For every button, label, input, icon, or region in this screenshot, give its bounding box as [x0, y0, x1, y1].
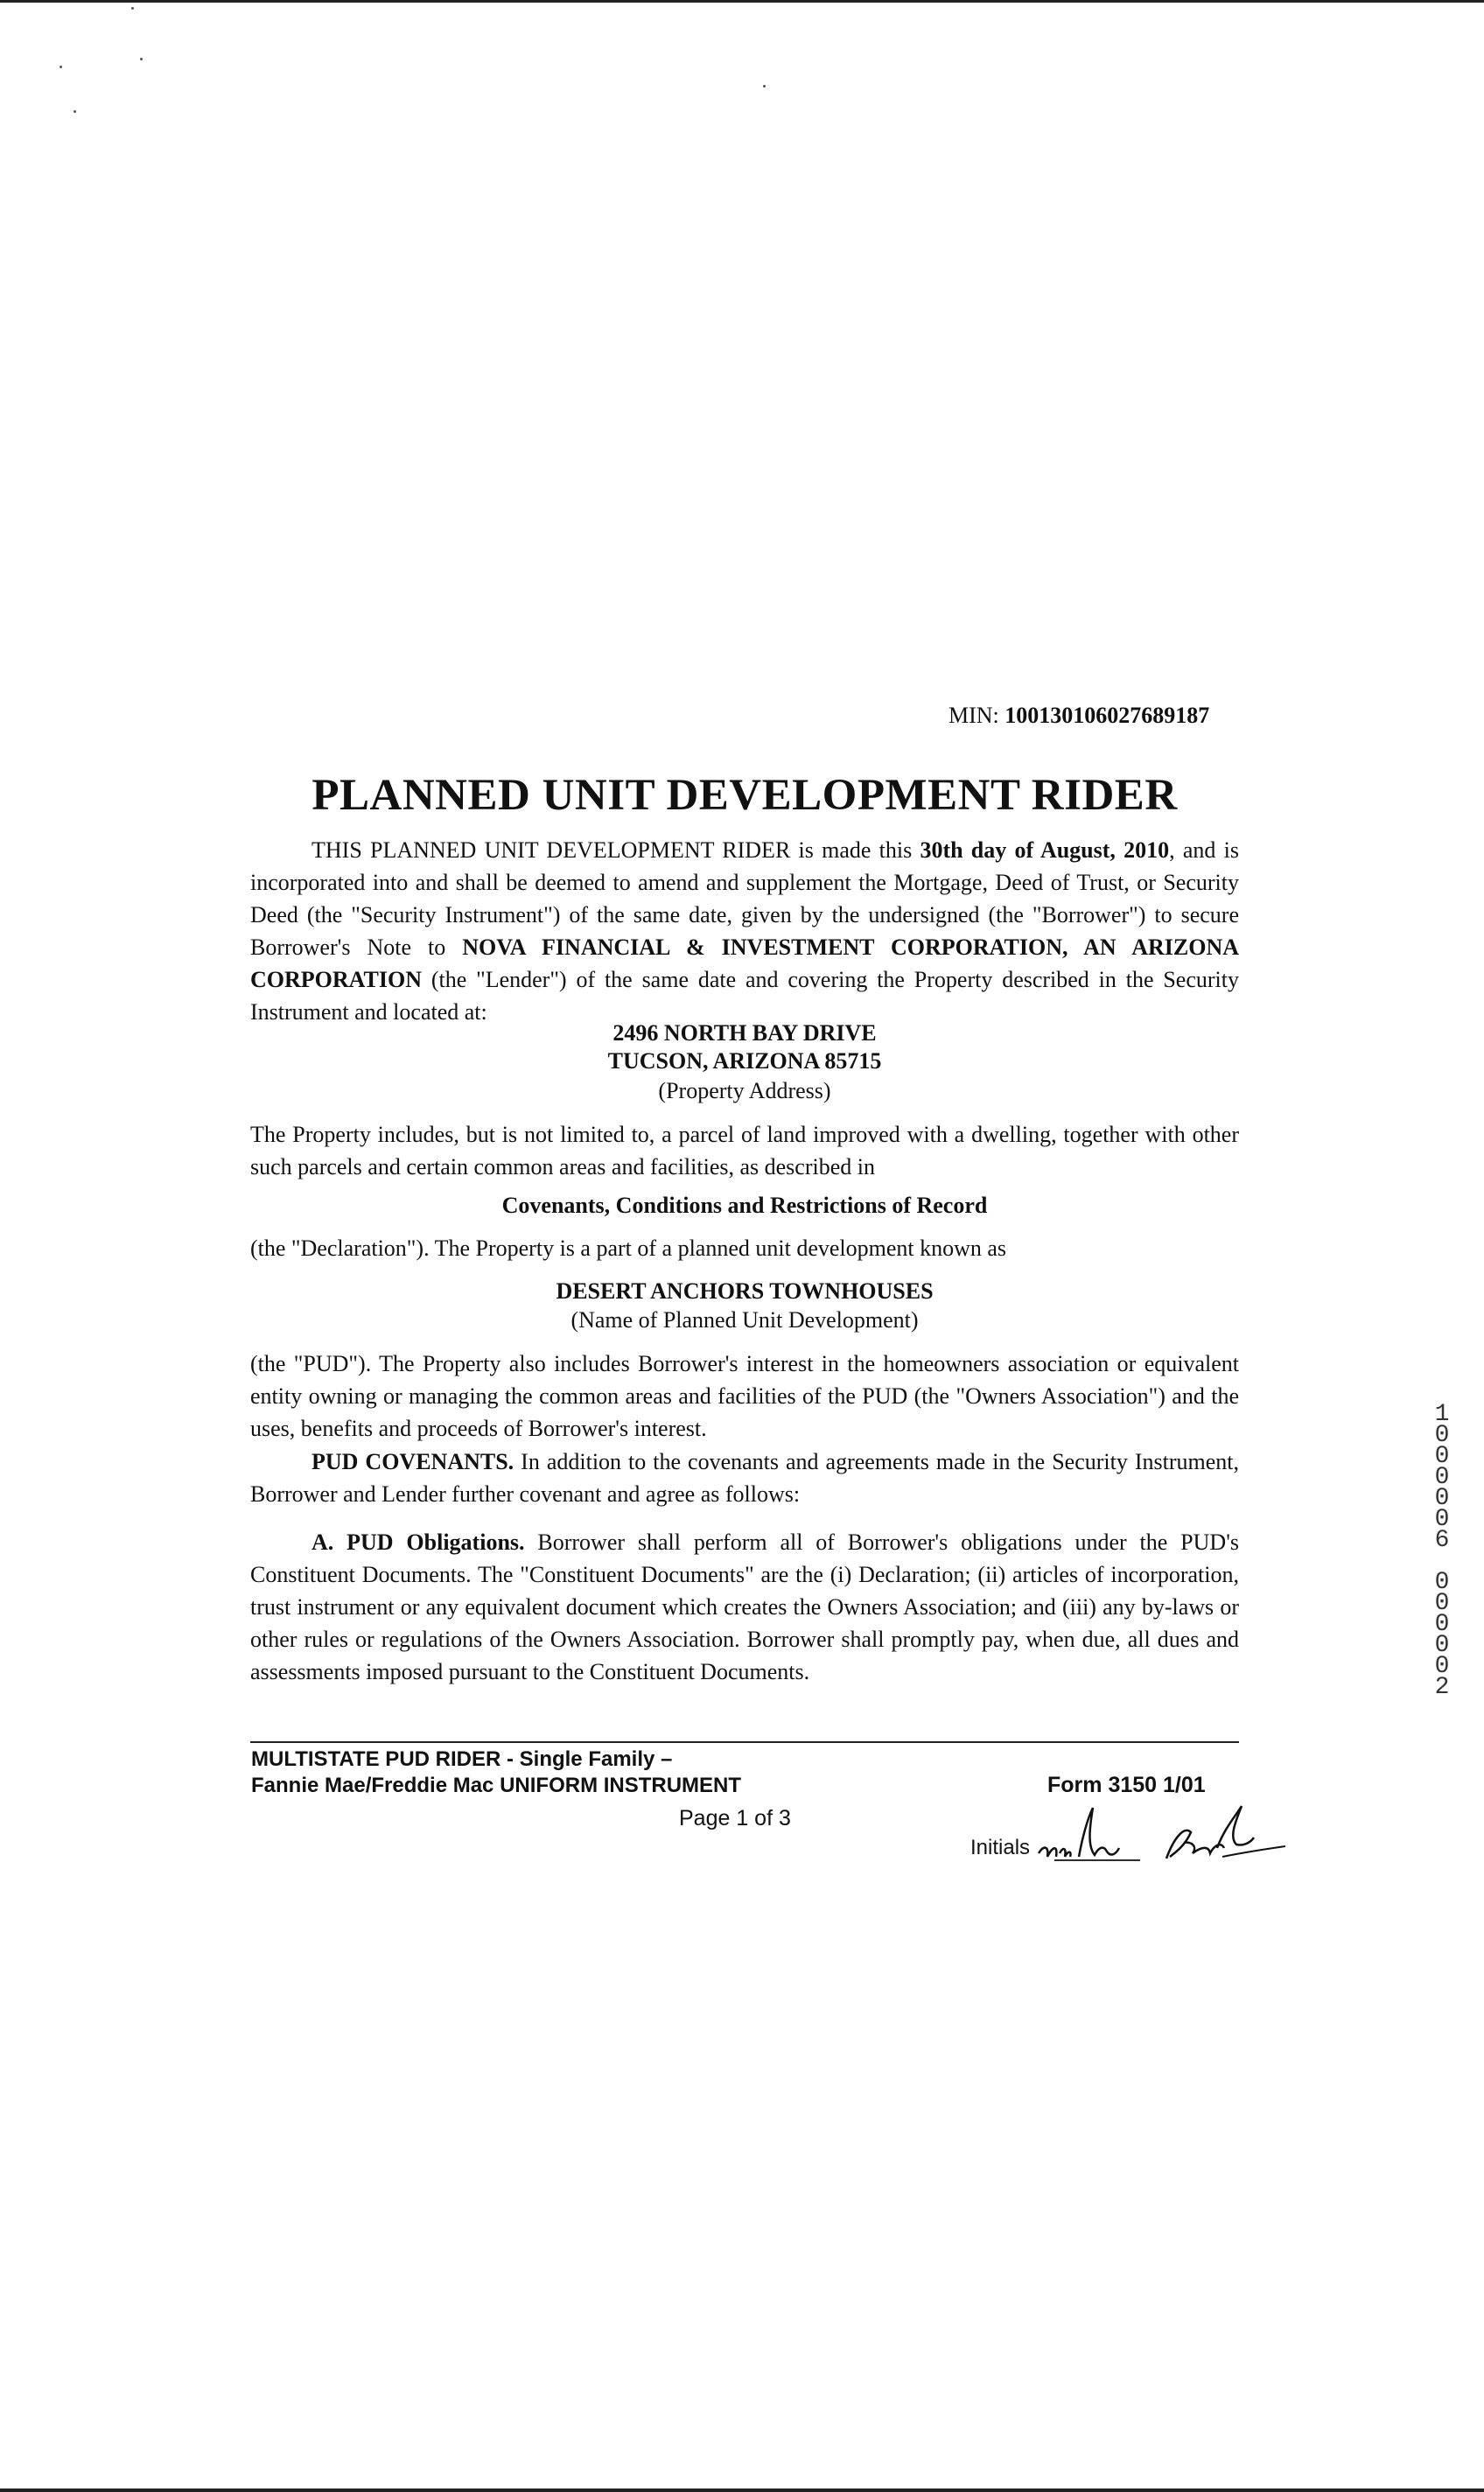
side-code-digit: 1 — [1434, 1401, 1450, 1428]
page-number: Page 1 of 3 — [679, 1806, 791, 1830]
pud-caption: (Name of Planned Unit Development) — [570, 1307, 919, 1333]
side-code-digit: 0 — [1434, 1443, 1450, 1470]
side-code-digit: 0 — [1434, 1464, 1450, 1491]
handwritten-initials-signature — [1037, 1802, 1326, 1872]
pud-obligations-paragraph — [250, 1526, 1239, 1688]
intro-text-2: , and is incorporated into and shall be deemed to amend and supplement the Mortgage, Deed of Trust, or Security Deed (the "Security Instrument") of the same date, given by the undersigned (the "Borrower") to secure Borrower's Note to — [250, 837, 1240, 960]
intro-paragraph — [250, 834, 1239, 1028]
side-code-digit: 2 — [1434, 1674, 1450, 1701]
min-label: MIN: — [948, 703, 999, 728]
pud-covenants-paragraph — [250, 1446, 1239, 1510]
scan-speck — [140, 58, 143, 60]
pud-name: DESERT ANCHORS TOWNHOUSES — [556, 1278, 934, 1304]
side-document-code — [1424, 1401, 1460, 1701]
pud-paragraph: (the "PUD"). The Property also includes Borrower's interest in the homeowners association or equivalent entity owning or managing the common areas and facilities of the PUD (the "Owners Association") and the uses, benefits and proceeds of Borrower's interest. — [250, 1351, 1239, 1441]
address-line-2: TUCSON, ARIZONA 85715 — [607, 1048, 882, 1074]
scan-speck — [60, 66, 62, 68]
top-border — [0, 0, 1484, 3]
scan-speck — [74, 110, 76, 113]
scan-speck — [763, 85, 766, 88]
intro-text-1: THIS PLANNED UNIT DEVELOPMENT RIDER is made this — [312, 837, 920, 863]
initials-label: Initials — [970, 1836, 1031, 1859]
min-value: 100130106027689187 — [1004, 703, 1210, 728]
pud-obligations-heading: A. PUD Obligations. — [312, 1530, 525, 1555]
lender-name: NOVA FINANCIAL & INVESTMENT CORPORATION, AN ARIZONA CORPORATION — [250, 934, 1239, 992]
side-code-digit: 6 — [1434, 1527, 1450, 1554]
side-code-digit: 0 — [1434, 1590, 1450, 1617]
declaration-title: Covenants, Conditions and Restrictions of Record — [501, 1193, 988, 1218]
side-code-digit: 0 — [1434, 1506, 1450, 1533]
footer-form-title — [251, 1746, 741, 1799]
side-code-digit: 0 — [1434, 1485, 1450, 1512]
pud-covenants-heading: PUD COVENANTS. — [312, 1449, 514, 1474]
pud-covenants-text: In addition to the covenants and agreements made in the Security Instrument, Borrower and Lender further covenant and agree as follows: — [250, 1449, 1239, 1507]
scan-speck — [131, 7, 134, 10]
address-line-1: 2496 NORTH BAY DRIVE — [612, 1020, 877, 1046]
document-title: PLANNED UNIT DEVELOPMENT RIDER — [312, 771, 1178, 820]
side-code-digit: 0 — [1434, 1569, 1450, 1596]
side-code-digit: 0 — [1434, 1653, 1450, 1680]
form-number: Form 3150 1/01 — [1047, 1773, 1206, 1797]
footer-rule — [250, 1741, 1239, 1743]
footer-line-1: MULTISTATE PUD RIDER - Single Family – — [251, 1747, 673, 1771]
side-code-digit: 0 — [1434, 1422, 1450, 1449]
side-code-digit: 0 — [1434, 1611, 1450, 1638]
rider-date: 30th day of August, 2010 — [920, 837, 1170, 863]
property-includes-paragraph: The Property includes, but is not limited to, a parcel of land improved with a dwelling, together with other such parcels and certain common areas and facilities, as described in — [250, 1122, 1239, 1180]
declaration-paragraph: (the "Declaration"). The Property is a part of a planned unit development known as — [250, 1236, 1007, 1261]
bottom-border — [0, 2488, 1484, 2492]
side-code-digit: 0 — [1434, 1632, 1450, 1659]
pud-obligations-text: Borrower shall perform all of Borrower's obligations under the PUD's Constituent Documents. The "Constituent Documents" are the (i) Declaration; (ii) articles of incorporation, trust instrument or any equivalent document which creates the Owners Association; and (iii) any by-laws or other rules or regulations of the Owners Association. Borrower shall promptly pay, when due, all dues and assessments imposed pursuant to the Constituent Documents. — [250, 1530, 1239, 1684]
address-caption: (Property Address) — [658, 1078, 831, 1103]
intro-text-3: (the "Lender") of the same date and covering the Property described in the Security Instrument and located at: — [250, 967, 1239, 1025]
min-number — [948, 703, 1209, 729]
footer-line-2: Fannie Mae/Freddie Mac UNIFORM INSTRUMENT — [251, 1774, 742, 1797]
